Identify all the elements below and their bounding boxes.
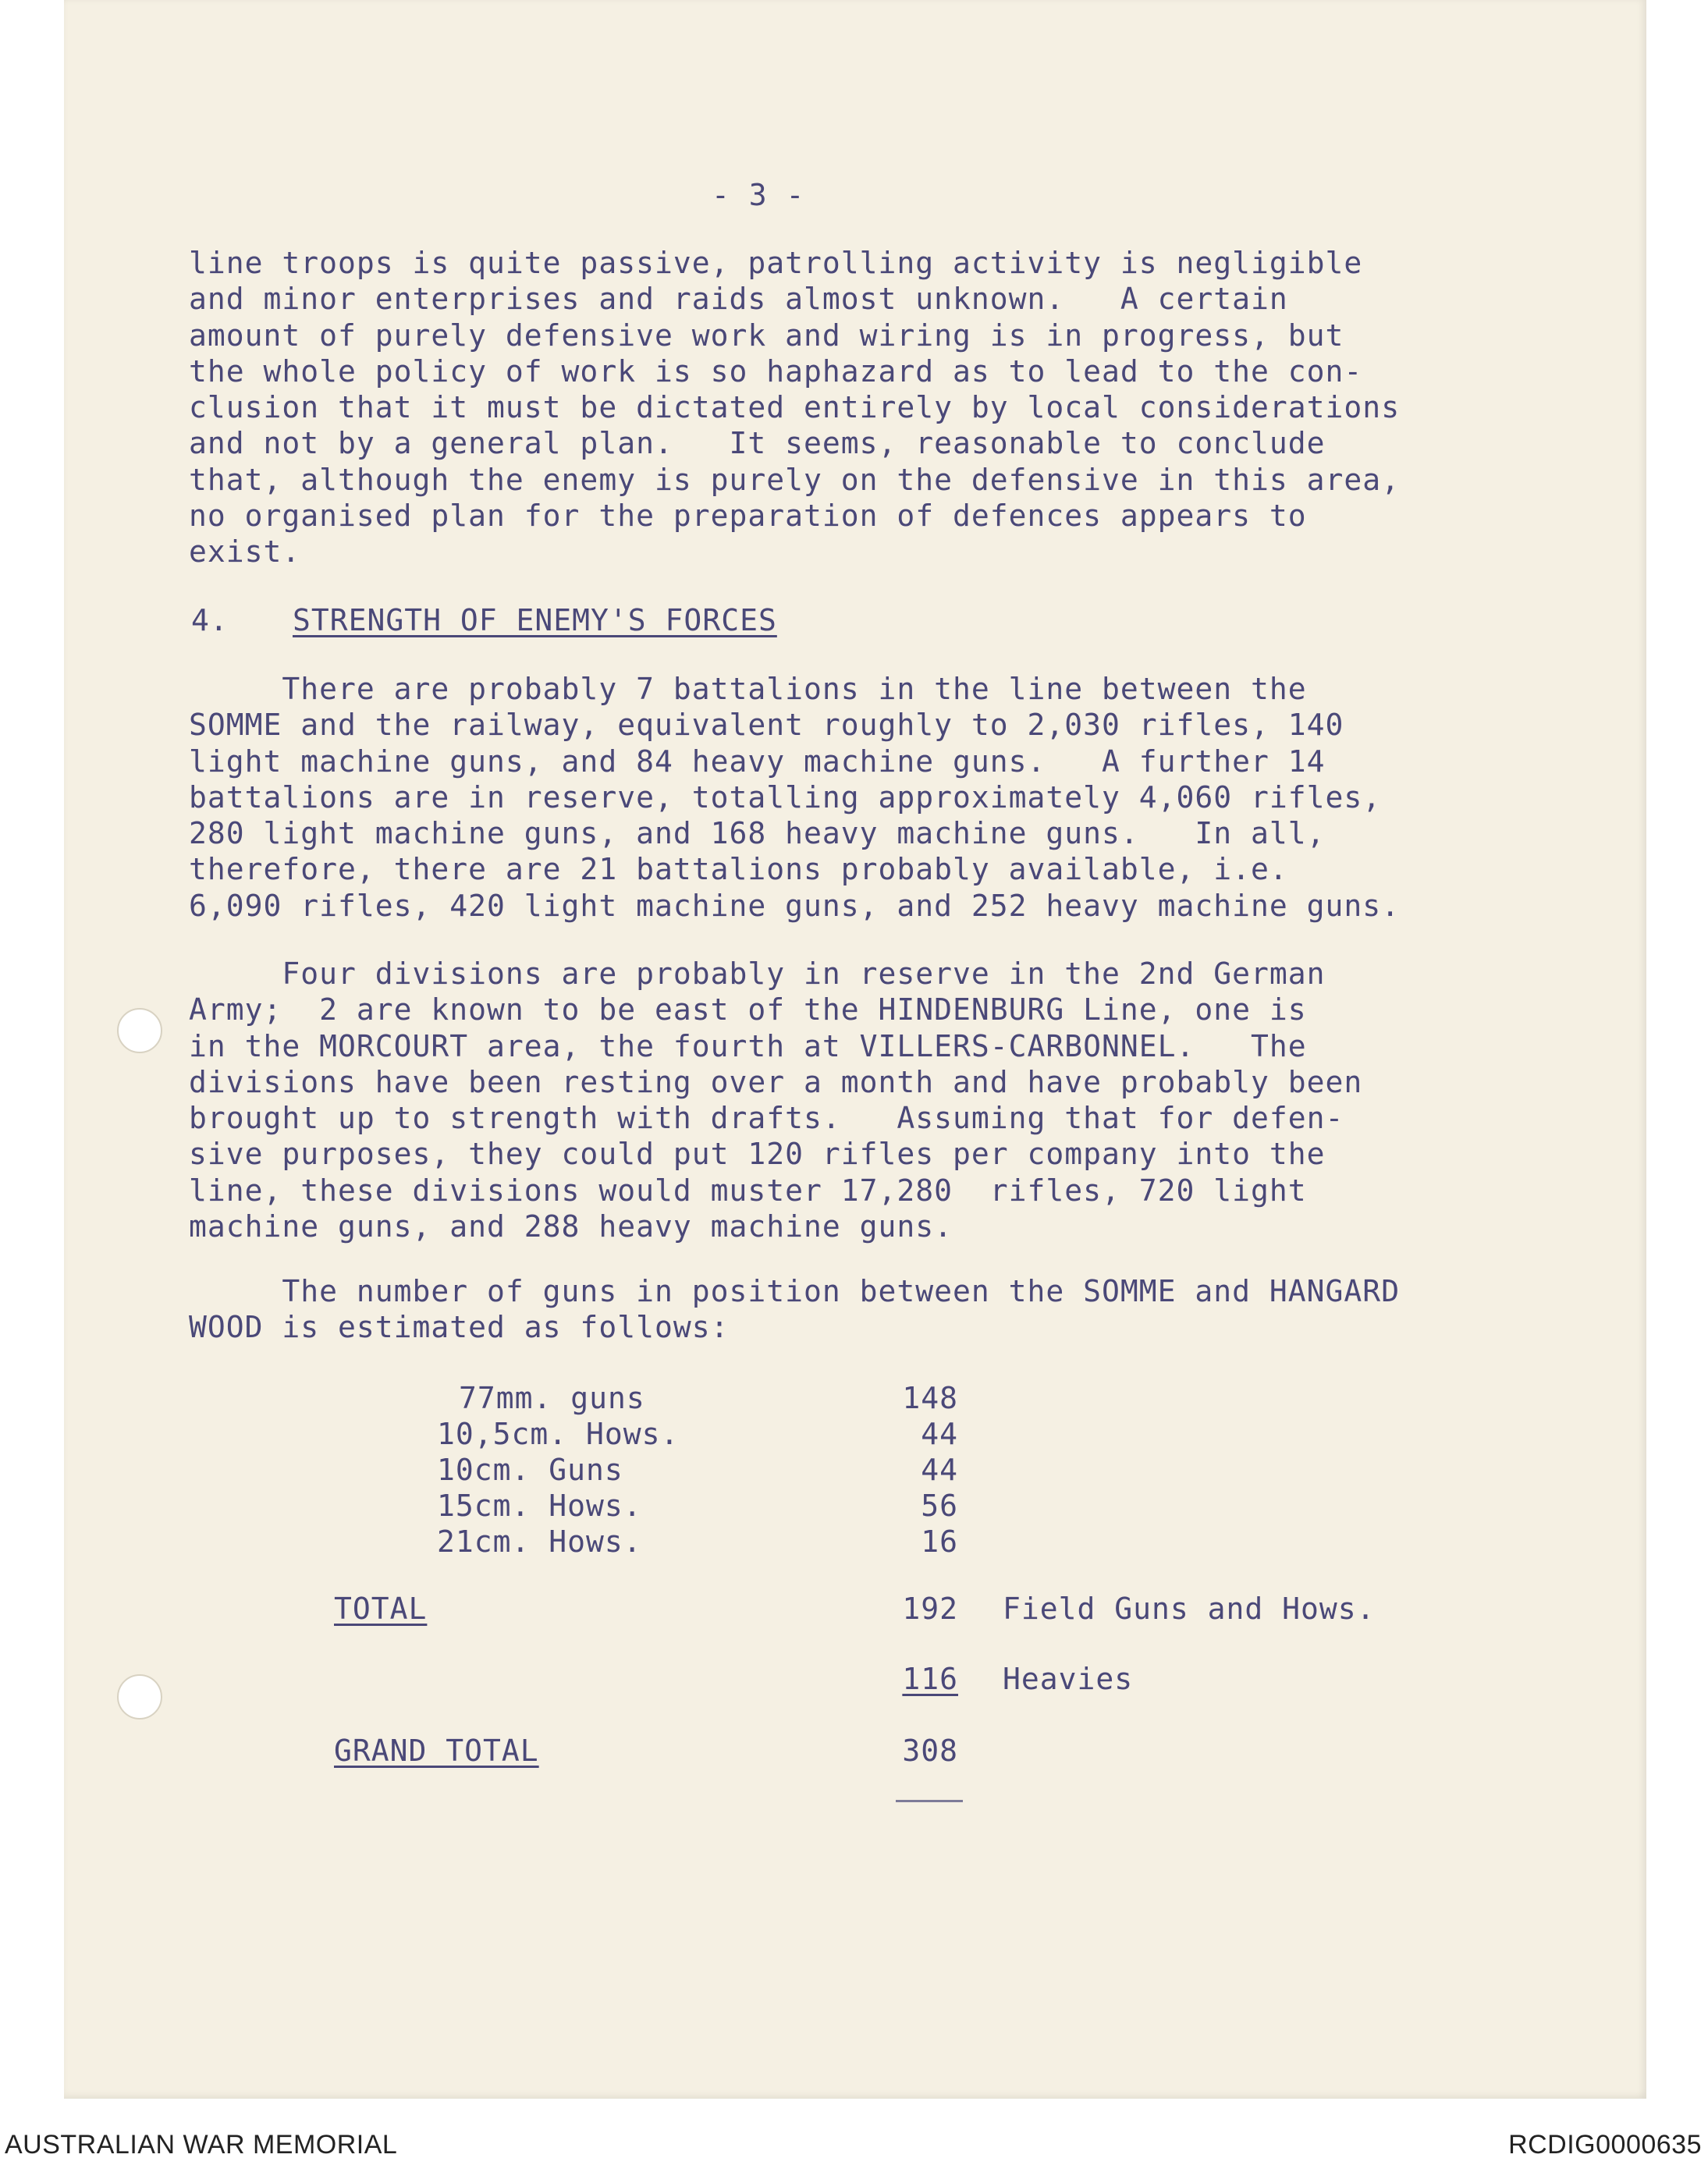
text-line: sive purposes, they could put 120 rifles per company into the	[189, 1137, 1326, 1172]
total-field-value: 192	[902, 1592, 958, 1626]
text-line: Army; 2 are known to be east of the HINDENBURG Line, one is	[189, 992, 1307, 1027]
text-line: clusion that it must be dictated entirely by local considerations	[189, 390, 1401, 425]
text-line: brought up to strength with drafts. Assuming that for defen-	[189, 1101, 1344, 1136]
text-line: line troops is quite passive, patrolling activity is negligible	[189, 246, 1363, 280]
text-line: that, although the enemy is purely on the defensive in this area,	[189, 462, 1401, 497]
gun-label: 21cm. Hows.	[437, 1524, 642, 1559]
text-line: WOOD is estimated as follows:	[189, 1310, 730, 1345]
total-heavies-description: Heavies	[1003, 1662, 1134, 1696]
gun-label: 77mm. guns	[459, 1381, 645, 1415]
section-heading: STRENGTH OF ENEMY'S FORCES	[293, 603, 777, 637]
paragraph-divisions	[189, 956, 1362, 1244]
text-line: 280 light machine guns, and 168 heavy machine guns. In all,	[189, 816, 1326, 851]
paragraph-battalions	[189, 671, 1400, 924]
paragraph-guns-intro	[189, 1273, 1400, 1346]
punch-hole-top	[117, 1008, 162, 1053]
grand-total-value: 308	[902, 1734, 958, 1768]
text-line: therefore, there are 21 battalions probably available, i.e.	[189, 852, 1288, 887]
text-line: There are probably 7 battalions in the line between the	[189, 672, 1307, 706]
grand-total-label: GRAND TOTAL	[334, 1734, 539, 1768]
text-line: the whole policy of work is so haphazard as to lead to the con-	[189, 353, 1363, 389]
paragraph-defences	[189, 245, 1400, 570]
total-label: TOTAL	[334, 1592, 428, 1626]
text-line: in the MORCOURT area, the fourth at VILLERS-CARBONNEL. The	[189, 1028, 1307, 1063]
total-heavies-value: 116	[902, 1662, 958, 1696]
footer-institution: AUSTRALIAN WAR MEMORIAL	[5, 2130, 398, 2160]
section-number: 4.	[191, 603, 229, 637]
text-line: machine guns, and 288 heavy machine guns.	[189, 1209, 953, 1244]
gun-count: 44	[921, 1417, 958, 1451]
grand-total-underline	[896, 1800, 963, 1802]
punch-hole-bottom	[117, 1674, 162, 1720]
gun-count: 44	[921, 1453, 958, 1487]
text-line: divisions have been resting over a month and have probably been	[189, 1064, 1363, 1099]
text-line: light machine guns, and 84 heavy machine guns. A further 14	[189, 744, 1326, 779]
text-line: and minor enterprises and raids almost unknown. A certain	[189, 282, 1288, 317]
gun-count: 148	[902, 1381, 958, 1415]
text-line: and not by a general plan. It seems, reasonable to conclude	[189, 426, 1326, 461]
text-line: no organised plan for the preparation of defences appears to	[189, 499, 1307, 534]
text-line: exist.	[189, 534, 301, 570]
text-line: line, these divisions would muster 17,280 rifles, 720 light	[189, 1173, 1307, 1208]
text-line: 6,090 rifles, 420 light machine guns, and 252 heavy machine guns.	[189, 888, 1401, 923]
text-line: amount of purely defensive work and wiring is in progress, but	[189, 318, 1344, 353]
gun-count: 56	[921, 1489, 958, 1523]
gun-label: 10cm. Guns	[437, 1453, 623, 1487]
gun-count: 16	[921, 1524, 958, 1559]
text-line: battalions are in reserve, totalling approximately 4,060 rifles,	[189, 779, 1382, 815]
gun-label: 10,5cm. Hows.	[437, 1417, 680, 1451]
page-number: - 3 -	[712, 178, 805, 212]
text-line: SOMME and the railway, equivalent roughly to 2,030 rifles, 140	[189, 708, 1344, 743]
footer-record-id: RCDIG0000635	[1508, 2130, 1702, 2160]
text-line: Four divisions are probably in reserve in the 2nd German	[189, 957, 1326, 991]
gun-label: 15cm. Hows.	[437, 1489, 642, 1523]
text-line: The number of guns in position between the SOMME and HANGARD	[189, 1274, 1401, 1308]
total-field-description: Field Guns and Hows.	[1003, 1592, 1376, 1626]
